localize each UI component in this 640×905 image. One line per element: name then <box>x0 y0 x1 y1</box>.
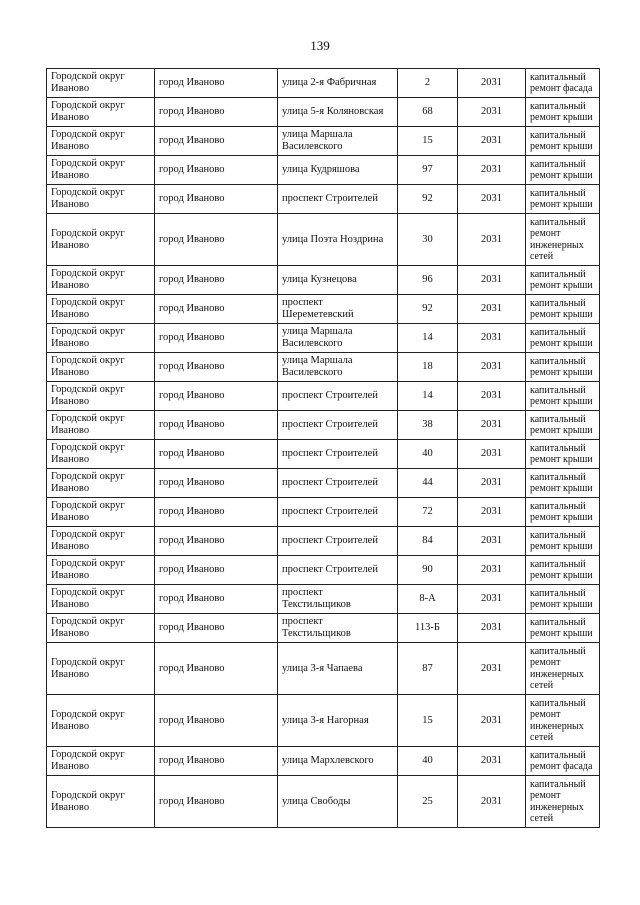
house-number-cell: 97 <box>398 156 458 185</box>
house-number-cell: 40 <box>398 747 458 776</box>
year-cell: 2031 <box>458 643 526 695</box>
table-row <box>47 776 600 828</box>
year-cell: 2031 <box>458 411 526 440</box>
house-number-cell: 15 <box>398 127 458 156</box>
city-cell: город Иваново <box>155 614 278 643</box>
year-cell: 2031 <box>458 747 526 776</box>
city-cell: город Иваново <box>155 585 278 614</box>
table-row <box>47 69 600 98</box>
year-cell: 2031 <box>458 695 526 747</box>
city-cell: город Иваново <box>155 695 278 747</box>
year-cell: 2031 <box>458 527 526 556</box>
house-number-cell: 38 <box>398 411 458 440</box>
table-body <box>47 69 600 828</box>
work-type-cell: капитальный ремонт инженерных сетей <box>526 214 600 266</box>
okrug-cell: Городской округ Иваново <box>47 440 155 469</box>
work-type-cell: капитальный ремонт крыши <box>526 295 600 324</box>
work-type-cell: капитальный ремонт инженерных сетей <box>526 776 600 828</box>
work-type-cell: капитальный ремонт фасада <box>526 69 600 98</box>
year-cell: 2031 <box>458 127 526 156</box>
table-row <box>47 643 600 695</box>
okrug-cell: Городской округ Иваново <box>47 266 155 295</box>
house-number-cell: 92 <box>398 295 458 324</box>
okrug-cell: Городской округ Иваново <box>47 411 155 440</box>
table-row <box>47 127 600 156</box>
okrug-cell: Городской округ Иваново <box>47 695 155 747</box>
work-type-cell: капитальный ремонт инженерных сетей <box>526 643 600 695</box>
house-number-cell: 44 <box>398 469 458 498</box>
work-type-cell: капитальный ремонт крыши <box>526 127 600 156</box>
table-row <box>47 382 600 411</box>
house-number-cell: 25 <box>398 776 458 828</box>
street-cell: улица 2-я Фабричная <box>278 69 398 98</box>
okrug-cell: Городской округ Иваново <box>47 643 155 695</box>
work-type-cell: капитальный ремонт крыши <box>526 324 600 353</box>
year-cell: 2031 <box>458 69 526 98</box>
street-cell: проспект Строителей <box>278 411 398 440</box>
city-cell: город Иваново <box>155 156 278 185</box>
street-cell: улица Мархлевского <box>278 747 398 776</box>
city-cell: город Иваново <box>155 185 278 214</box>
year-cell: 2031 <box>458 776 526 828</box>
work-type-cell: капитальный ремонт инженерных сетей <box>526 695 600 747</box>
table-row <box>47 440 600 469</box>
okrug-cell: Городской округ Иваново <box>47 324 155 353</box>
okrug-cell: Городской округ Иваново <box>47 185 155 214</box>
city-cell: город Иваново <box>155 353 278 382</box>
city-cell: город Иваново <box>155 127 278 156</box>
city-cell: город Иваново <box>155 776 278 828</box>
year-cell: 2031 <box>458 585 526 614</box>
house-number-cell: 90 <box>398 556 458 585</box>
work-type-cell: капитальный ремонт крыши <box>526 98 600 127</box>
table-row <box>47 353 600 382</box>
house-number-cell: 14 <box>398 324 458 353</box>
work-type-cell: капитальный ремонт крыши <box>526 498 600 527</box>
street-cell: улица Кузнецова <box>278 266 398 295</box>
street-cell: улица Маршала Василевского <box>278 127 398 156</box>
okrug-cell: Городской округ Иваново <box>47 776 155 828</box>
house-number-cell: 2 <box>398 69 458 98</box>
city-cell: город Иваново <box>155 69 278 98</box>
city-cell: город Иваново <box>155 295 278 324</box>
okrug-cell: Городской округ Иваново <box>47 747 155 776</box>
year-cell: 2031 <box>458 295 526 324</box>
table-row <box>47 695 600 747</box>
table-row <box>47 185 600 214</box>
street-cell: улица 5-я Коляновская <box>278 98 398 127</box>
street-cell: проспект Строителей <box>278 382 398 411</box>
street-cell: улица 3-я Нагорная <box>278 695 398 747</box>
table-row <box>47 411 600 440</box>
house-number-cell: 68 <box>398 98 458 127</box>
work-type-cell: капитальный ремонт крыши <box>526 353 600 382</box>
city-cell: город Иваново <box>155 214 278 266</box>
city-cell: город Иваново <box>155 469 278 498</box>
table-row <box>47 585 600 614</box>
street-cell: проспект Строителей <box>278 440 398 469</box>
city-cell: город Иваново <box>155 440 278 469</box>
table-row <box>47 469 600 498</box>
year-cell: 2031 <box>458 353 526 382</box>
table-row <box>47 295 600 324</box>
okrug-cell: Городской округ Иваново <box>47 527 155 556</box>
street-cell: проспект Строителей <box>278 185 398 214</box>
okrug-cell: Городской округ Иваново <box>47 585 155 614</box>
house-number-cell: 92 <box>398 185 458 214</box>
okrug-cell: Городской округ Иваново <box>47 469 155 498</box>
okrug-cell: Городской округ Иваново <box>47 214 155 266</box>
okrug-cell: Городской округ Иваново <box>47 556 155 585</box>
work-type-cell: капитальный ремонт крыши <box>526 527 600 556</box>
city-cell: город Иваново <box>155 498 278 527</box>
table-row <box>47 556 600 585</box>
okrug-cell: Городской округ Иваново <box>47 382 155 411</box>
work-type-cell: капитальный ремонт крыши <box>526 585 600 614</box>
year-cell: 2031 <box>458 614 526 643</box>
table-row <box>47 98 600 127</box>
street-cell: проспект Шереметевский <box>278 295 398 324</box>
house-number-cell: 18 <box>398 353 458 382</box>
okrug-cell: Городской округ Иваново <box>47 353 155 382</box>
year-cell: 2031 <box>458 556 526 585</box>
house-number-cell: 8-А <box>398 585 458 614</box>
okrug-cell: Городской округ Иваново <box>47 156 155 185</box>
house-number-cell: 40 <box>398 440 458 469</box>
okrug-cell: Городской округ Иваново <box>47 295 155 324</box>
okrug-cell: Городской округ Иваново <box>47 98 155 127</box>
table-row <box>47 214 600 266</box>
work-type-cell: капитальный ремонт крыши <box>526 556 600 585</box>
city-cell: город Иваново <box>155 382 278 411</box>
work-type-cell: капитальный ремонт крыши <box>526 614 600 643</box>
year-cell: 2031 <box>458 266 526 295</box>
city-cell: город Иваново <box>155 527 278 556</box>
city-cell: город Иваново <box>155 643 278 695</box>
year-cell: 2031 <box>458 156 526 185</box>
house-number-cell: 30 <box>398 214 458 266</box>
work-type-cell: капитальный ремонт крыши <box>526 469 600 498</box>
okrug-cell: Городской округ Иваново <box>47 614 155 643</box>
year-cell: 2031 <box>458 469 526 498</box>
city-cell: город Иваново <box>155 98 278 127</box>
street-cell: улица Свободы <box>278 776 398 828</box>
page-number: 139 <box>310 38 330 53</box>
street-cell: проспект Строителей <box>278 498 398 527</box>
okrug-cell: Городской округ Иваново <box>47 127 155 156</box>
year-cell: 2031 <box>458 185 526 214</box>
street-cell: проспект Строителей <box>278 469 398 498</box>
work-type-cell: капитальный ремонт крыши <box>526 411 600 440</box>
city-cell: город Иваново <box>155 747 278 776</box>
street-cell: проспект Строителей <box>278 527 398 556</box>
table-row <box>47 156 600 185</box>
okrug-cell: Городской округ Иваново <box>47 498 155 527</box>
street-cell: улица 3-я Чапаева <box>278 643 398 695</box>
street-cell: улица Поэта Ноздрина <box>278 214 398 266</box>
year-cell: 2031 <box>458 214 526 266</box>
table-row <box>47 614 600 643</box>
house-number-cell: 113-Б <box>398 614 458 643</box>
year-cell: 2031 <box>458 498 526 527</box>
repair-schedule-table <box>46 68 600 828</box>
work-type-cell: капитальный ремонт крыши <box>526 266 600 295</box>
street-cell: улица Кудряшова <box>278 156 398 185</box>
work-type-cell: капитальный ремонт крыши <box>526 185 600 214</box>
street-cell: проспект Строителей <box>278 556 398 585</box>
okrug-cell: Городской округ Иваново <box>47 69 155 98</box>
house-number-cell: 87 <box>398 643 458 695</box>
city-cell: город Иваново <box>155 411 278 440</box>
house-number-cell: 15 <box>398 695 458 747</box>
house-number-cell: 84 <box>398 527 458 556</box>
house-number-cell: 14 <box>398 382 458 411</box>
table-row <box>47 747 600 776</box>
year-cell: 2031 <box>458 382 526 411</box>
table-row <box>47 498 600 527</box>
house-number-cell: 72 <box>398 498 458 527</box>
street-cell: проспект Текстильщиков <box>278 585 398 614</box>
work-type-cell: капитальный ремонт крыши <box>526 382 600 411</box>
house-number-cell: 96 <box>398 266 458 295</box>
street-cell: проспект Текстильщиков <box>278 614 398 643</box>
table-row <box>47 324 600 353</box>
work-type-cell: капитальный ремонт крыши <box>526 156 600 185</box>
table-row <box>47 266 600 295</box>
year-cell: 2031 <box>458 98 526 127</box>
table-row <box>47 527 600 556</box>
city-cell: город Иваново <box>155 556 278 585</box>
street-cell: улица Маршала Василевского <box>278 353 398 382</box>
work-type-cell: капитальный ремонт фасада <box>526 747 600 776</box>
work-type-cell: капитальный ремонт крыши <box>526 440 600 469</box>
year-cell: 2031 <box>458 324 526 353</box>
year-cell: 2031 <box>458 440 526 469</box>
city-cell: город Иваново <box>155 266 278 295</box>
city-cell: город Иваново <box>155 324 278 353</box>
street-cell: улица Маршала Василевского <box>278 324 398 353</box>
